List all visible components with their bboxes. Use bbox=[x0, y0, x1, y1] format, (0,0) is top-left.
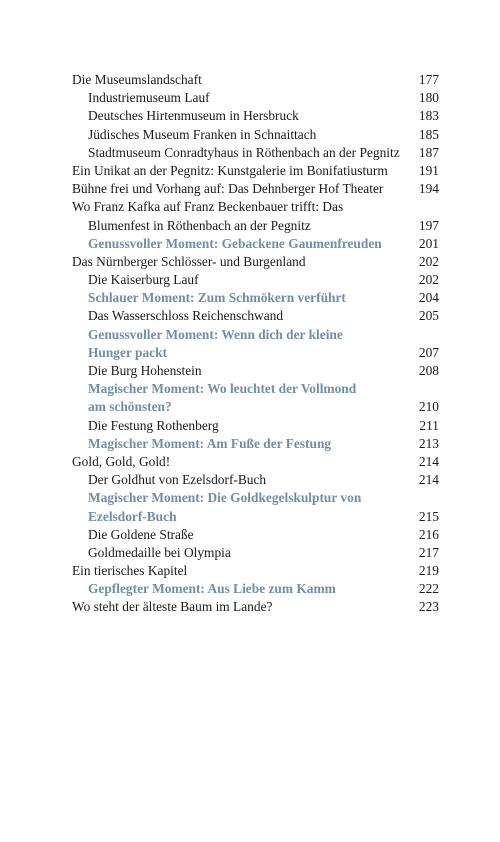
toc-entry bbox=[72, 544, 439, 562]
toc-entry bbox=[72, 380, 439, 398]
toc-entry-title: Goldmedaille bei Olympia bbox=[88, 544, 231, 560]
toc-entry-page-number: 180 bbox=[418, 90, 439, 106]
toc-entry bbox=[72, 580, 439, 598]
toc-entry-page-number: 217 bbox=[418, 544, 439, 560]
toc-entry-title: Gepflegter Moment: Aus Liebe zum Kamm bbox=[88, 581, 336, 597]
toc-entry-title: Genussvoller Moment: Wenn dich der kleine bbox=[88, 326, 343, 342]
toc-entry-page-number: 187 bbox=[418, 144, 439, 160]
toc-entry-page-number: 213 bbox=[418, 435, 439, 451]
toc-entry-title: Jüdisches Museum Franken in Schnaittach bbox=[88, 126, 317, 142]
toc-entry-title: Magischer Moment: Am Fuße der Festung bbox=[88, 435, 332, 451]
toc-entry-title: Ein Unikat an der Pegnitz: Kunstgalerie im Bonifatiusturm bbox=[72, 162, 388, 178]
toc-entry bbox=[72, 289, 439, 307]
toc-entry-title: Die Goldene Straße bbox=[88, 526, 194, 542]
toc-entry bbox=[72, 307, 439, 325]
toc-entry-page-number: 208 bbox=[418, 363, 439, 378]
toc-entry-title: Das Wasserschloss Reichenschwand bbox=[88, 308, 284, 324]
toc-entry-page-number: 219 bbox=[418, 563, 439, 579]
toc-entry-title: Genussvoller Moment: Gebackene Gaumenfreuden bbox=[88, 235, 382, 251]
toc-entry-title: Magischer Moment: Die Goldkegelskulptur von bbox=[88, 490, 362, 506]
toc-entry-page-number: 211 bbox=[419, 417, 439, 433]
toc-entry-page-number: 185 bbox=[418, 126, 439, 142]
toc-entry-title: Der Goldhut von Ezelsdorf-Buch bbox=[88, 472, 267, 488]
toc-entry-title: Blumenfest in Röthenbach an der Pegnitz bbox=[88, 217, 311, 233]
toc-entry bbox=[72, 526, 439, 544]
toc-entry bbox=[72, 126, 439, 144]
toc-entry-title: Deutsches Hirtenmuseum in Hersbruck bbox=[88, 108, 299, 124]
toc-entry bbox=[72, 271, 439, 289]
toc-entry bbox=[72, 344, 439, 362]
toc-entry-title: Das Nürnberger Schlösser- und Burgenland bbox=[72, 253, 306, 269]
toc-entry-page-number: 197 bbox=[418, 217, 439, 233]
toc-entry bbox=[72, 180, 439, 198]
toc-entry-title: Ezelsdorf-Buch bbox=[88, 508, 177, 524]
toc-entry-title: Die Burg Hohenstein bbox=[88, 363, 202, 378]
toc-entry-title: Bühne frei und Vorhang auf: Das Dehnberger Hof Theater bbox=[72, 181, 384, 197]
toc-entry bbox=[72, 508, 439, 526]
toc-entry bbox=[72, 144, 439, 162]
toc-entry-page-number: 194 bbox=[418, 181, 439, 197]
toc-entry-page-number: 207 bbox=[418, 344, 439, 360]
table-of-contents bbox=[72, 71, 439, 617]
toc-entry-title: Die Kaiserburg Lauf bbox=[88, 272, 199, 288]
toc-entry-page-number: 210 bbox=[418, 399, 439, 415]
toc-entry-page-number: 202 bbox=[418, 272, 439, 288]
toc-entry-title: Ein tierisches Kapitel bbox=[72, 563, 188, 579]
toc-entry-title: Stadtmuseum Conradtyhaus in Röthenbach an der Pegnitz bbox=[88, 144, 400, 160]
toc-entry-page-number: 204 bbox=[418, 290, 439, 306]
toc-entry-page-number: 216 bbox=[418, 526, 439, 542]
toc-entry-title: Hunger packt bbox=[88, 344, 167, 360]
toc-entry-title: Gold, Gold, Gold! bbox=[72, 453, 171, 469]
toc-entry-page-number: 214 bbox=[418, 472, 439, 488]
toc-entry-page-number: 222 bbox=[418, 581, 439, 597]
toc-entry bbox=[72, 398, 439, 416]
toc-entry-page-number: 177 bbox=[418, 72, 439, 87]
toc-entry bbox=[72, 489, 439, 507]
toc-entry-title: Industriemuseum Lauf bbox=[88, 90, 210, 106]
toc-entry bbox=[72, 217, 439, 235]
toc-entry bbox=[72, 71, 439, 89]
toc-entry-page-number: 223 bbox=[418, 599, 439, 615]
toc-entry-title: am schönsten? bbox=[88, 399, 172, 415]
toc-entry-page-number: 201 bbox=[418, 235, 439, 251]
toc-entry bbox=[72, 235, 439, 253]
toc-entry-page-number: 214 bbox=[418, 453, 439, 469]
toc-entry bbox=[72, 198, 439, 216]
toc-entry bbox=[72, 107, 439, 125]
toc-entry bbox=[72, 417, 439, 435]
toc-entry bbox=[72, 598, 439, 616]
toc-entry-page-number: 191 bbox=[418, 162, 439, 178]
toc-entry-title: Magischer Moment: Wo leuchtet der Vollmond bbox=[88, 381, 357, 397]
toc-entry bbox=[72, 435, 439, 453]
toc-entry-page-number: 215 bbox=[418, 508, 439, 524]
toc-entry bbox=[72, 471, 439, 489]
toc-entry bbox=[72, 326, 439, 344]
toc-entry-title: Die Festung Rothenberg bbox=[88, 417, 219, 433]
toc-entry bbox=[72, 253, 439, 271]
toc-entry bbox=[72, 453, 439, 471]
toc-entry-title: Die Museumslandschaft bbox=[72, 72, 202, 87]
toc-entry-title: Wo Franz Kafka auf Franz Beckenbauer trifft: Das bbox=[72, 199, 344, 215]
toc-entry-title: Schlauer Moment: Zum Schmökern verführt bbox=[88, 290, 346, 306]
toc-entry-title: Wo steht der älteste Baum im Lande? bbox=[72, 599, 273, 615]
toc-entry-page-number: 205 bbox=[418, 308, 439, 324]
toc-entry-page-number: 202 bbox=[418, 253, 439, 269]
toc-entry bbox=[72, 89, 439, 107]
toc-entry bbox=[72, 562, 439, 580]
toc-entry bbox=[72, 362, 439, 380]
toc-entry-page-number: 183 bbox=[418, 108, 439, 124]
toc-entry bbox=[72, 162, 439, 180]
